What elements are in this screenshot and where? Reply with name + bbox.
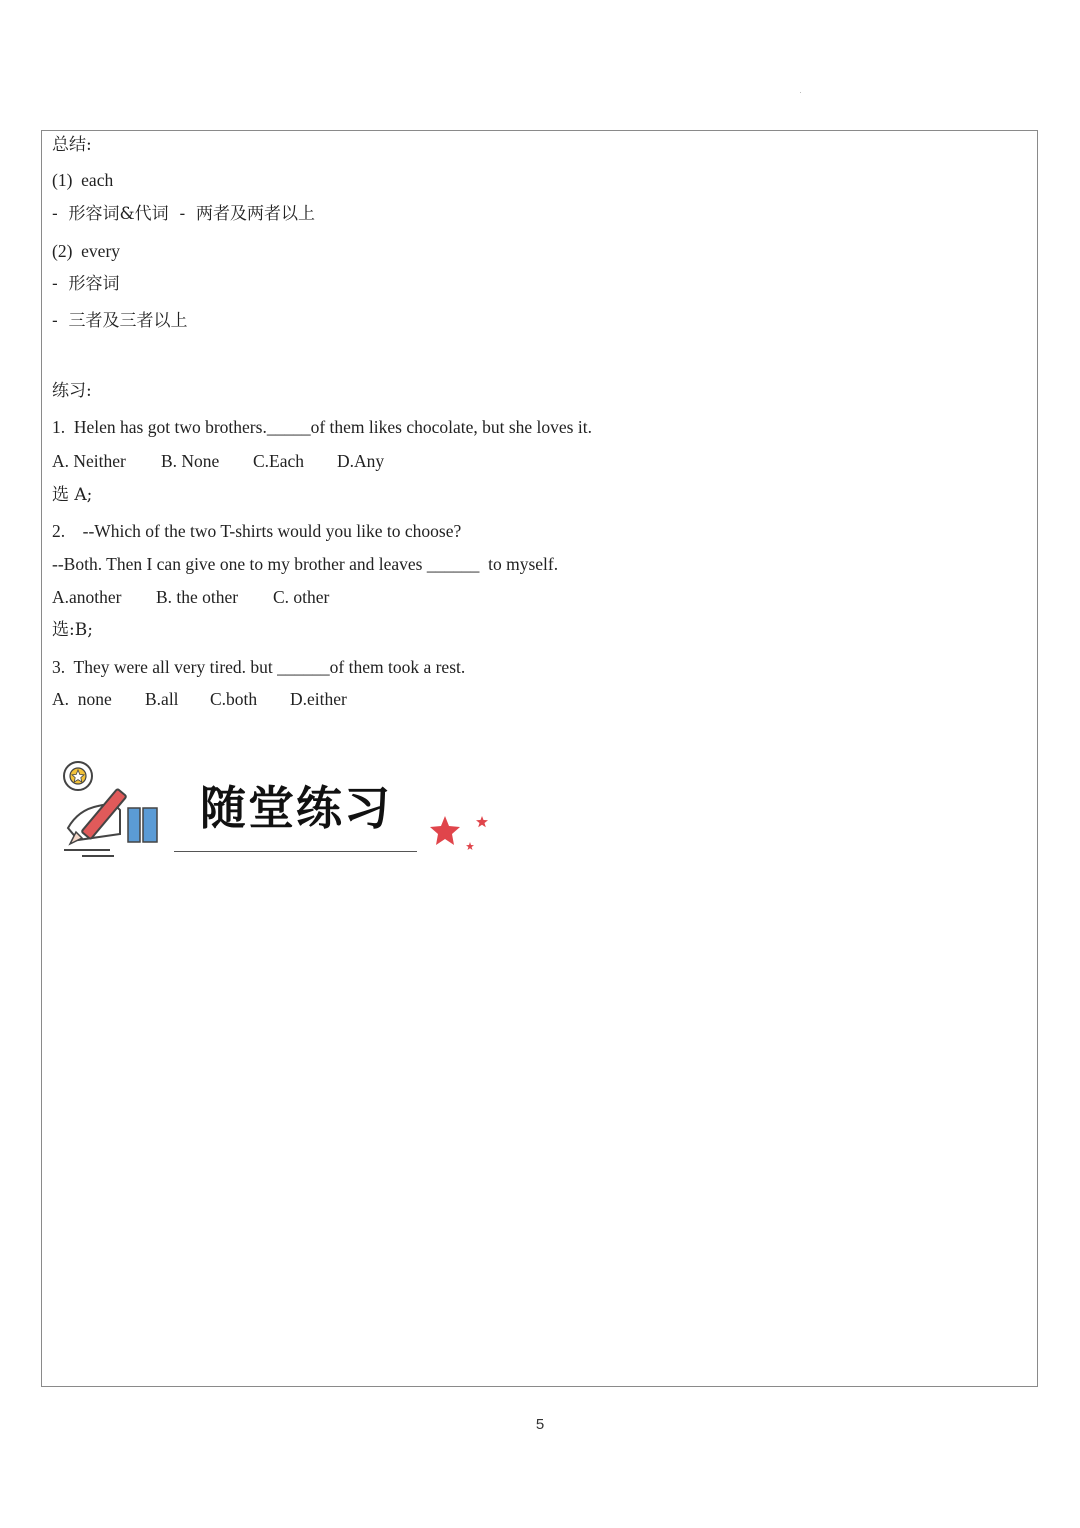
question-2: 2. --Which of the two T-shirts would you like to choose? (52, 521, 462, 541)
q2-option-a: A.another (52, 587, 122, 607)
banner-title: 随堂练习 (200, 781, 392, 835)
stars-icon (430, 816, 488, 850)
banner-underline (174, 851, 417, 852)
q1-option-b: B. None (161, 451, 220, 471)
q2-option-b: B. the other (156, 587, 239, 607)
pencil-writing-icon (64, 762, 157, 856)
q2-option-c: C. other (273, 587, 330, 607)
q2-answer: 选:B; (52, 620, 93, 640)
speck (800, 92, 801, 93)
practice-heading: 练习: (52, 381, 92, 401)
question-1: 1. Helen has got two brothers._____of them likes chocolate, but she loves it. (52, 417, 592, 437)
summary-heading: 总结: (52, 135, 92, 155)
question-2-line-2: --Both. Then I can give one to my brother and leaves ______ to myself. (52, 554, 559, 574)
q3-option-d: D.either (290, 689, 347, 709)
q1-option-c: C.Each (253, 451, 305, 471)
summary-item-every: (2) every (52, 241, 121, 261)
q1-option-a: A. Neither (52, 451, 126, 471)
q3-option-b: B.all (145, 689, 179, 709)
q3-option-a: A. none (52, 689, 112, 709)
question-3: 3. They were all very tired. but ______of them took a rest. (52, 657, 466, 677)
q3-option-c: C.both (210, 689, 258, 709)
summary-item-each: (1) each (52, 170, 114, 190)
page-number: 5 (535, 1416, 545, 1433)
summary-note-each: - 形容词&代词 - 两者及两者以上 (52, 204, 316, 224)
q1-option-d: D.Any (337, 451, 385, 471)
summary-note-every-1: - 形容词 (52, 274, 120, 294)
q1-answer: 选 A; (52, 485, 93, 505)
summary-note-every-2: - 三者及三者以上 (52, 311, 188, 331)
